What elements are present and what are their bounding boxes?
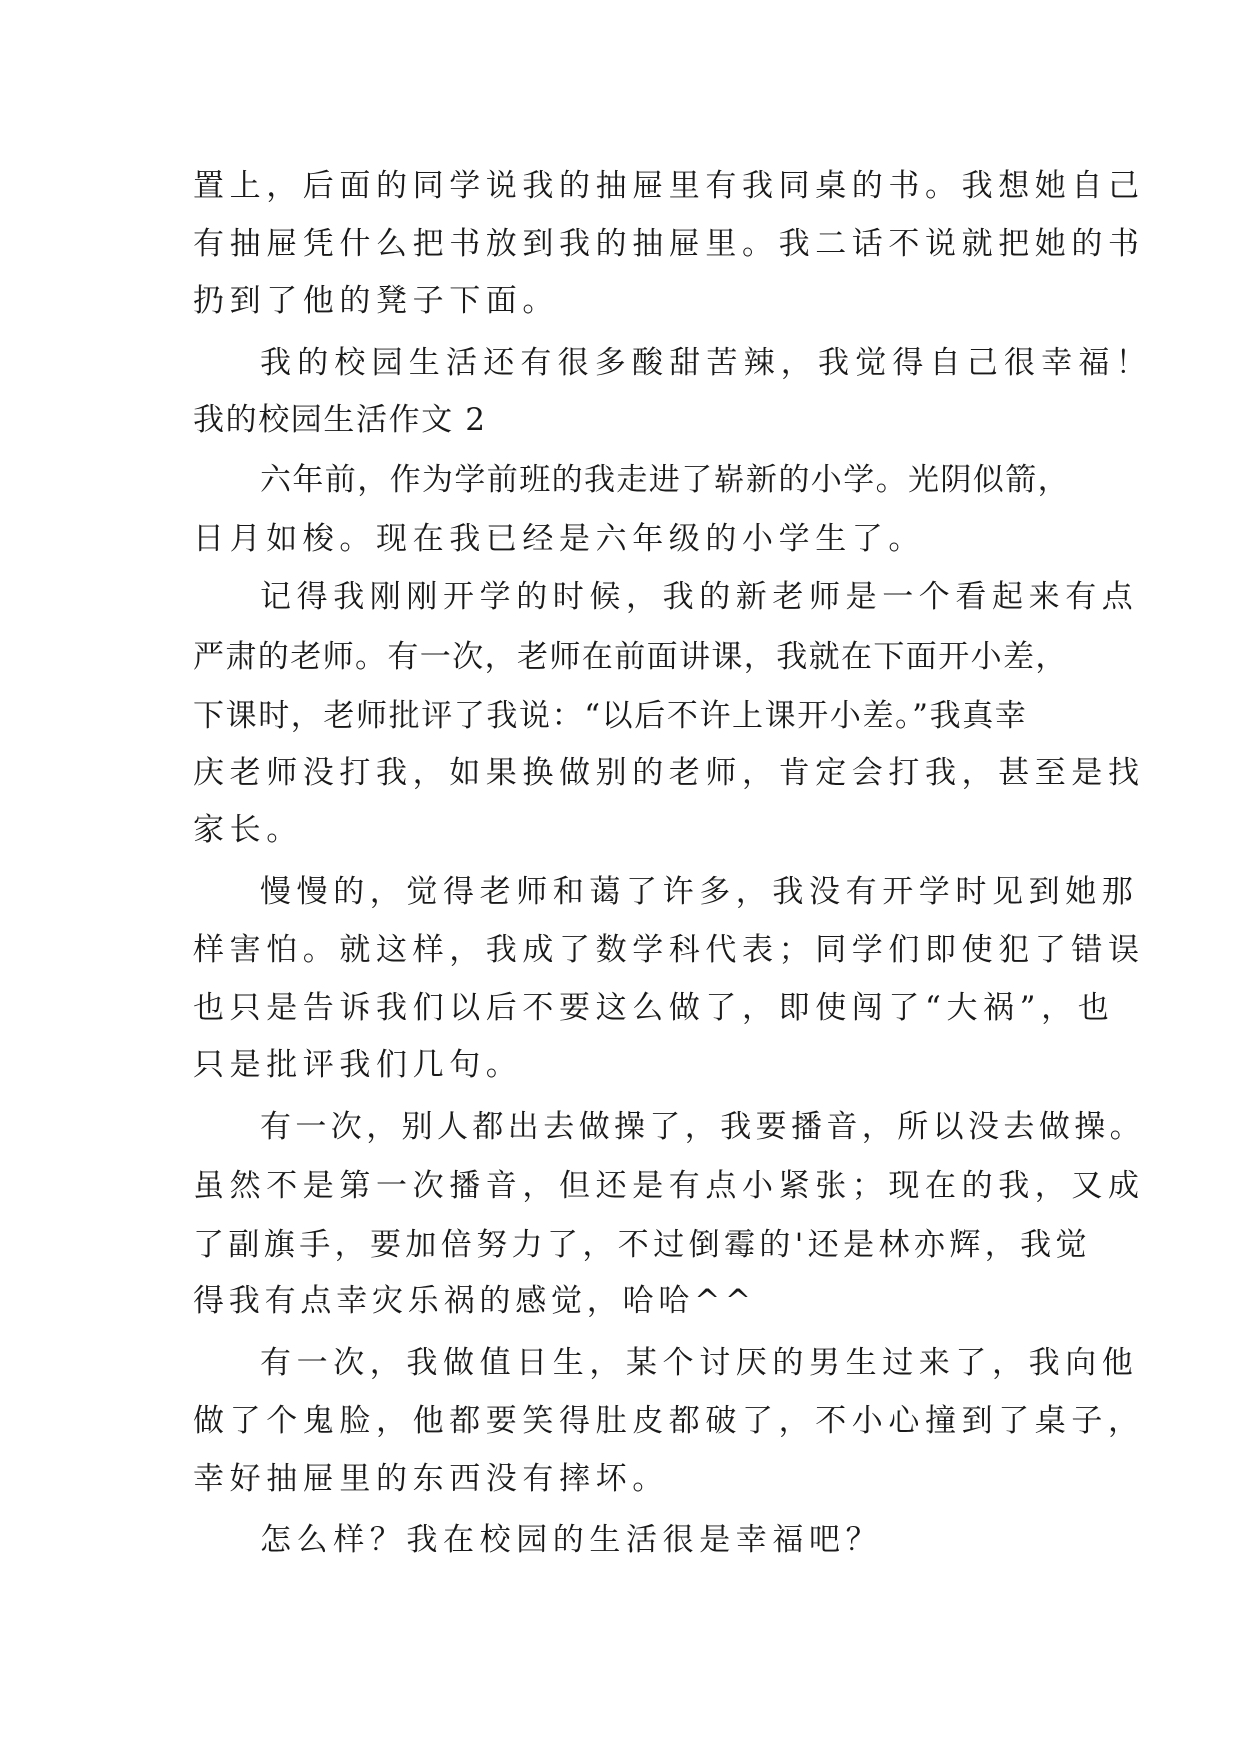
paragraph-line: 下课时，老师批评了我说：“以后不许上课开小差。”我真幸 — [193, 698, 1028, 734]
paragraph-line: 六年前，作为学前班的我走进了崭新的小学。光阴似箭， — [260, 462, 1070, 498]
paragraph-line: 扔到了他的凳子下面。 — [193, 283, 559, 319]
paragraph-line: 做了个鬼脸，他都要笑得肚皮都破了，不小心撞到了桌子， — [193, 1403, 1145, 1439]
paragraph-line: 慢慢的，觉得老师和蔼了许多，我没有开学时见到她那 — [260, 874, 1139, 910]
paragraph-line: 了副旗手，要加倍努力了，不过倒霉的'还是林亦辉，我觉 — [193, 1227, 1091, 1263]
paragraph-line: 记得我刚刚开学的时候，我的新老师是一个看起来有点 — [260, 579, 1139, 615]
paragraph-line: 只是批评我们几句。 — [193, 1047, 523, 1083]
paragraph-line: 怎么样？我在校园的生活很是幸福吧？ — [260, 1522, 883, 1558]
paragraph-line: 样害怕。就这样，我成了数学科代表；同学们即使犯了错误 — [193, 932, 1145, 968]
paragraph-line: 家长。 — [193, 812, 303, 848]
paragraph-line: 幸好抽屉里的东西没有摔坏。 — [193, 1461, 669, 1497]
paragraph-line: 有一次，我做值日生，某个讨厌的男生过来了，我向他 — [260, 1345, 1139, 1381]
paragraph-line: 有一次，别人都出去做操了，我要播音，所以没去做操。 — [260, 1109, 1145, 1145]
paragraph-line: 置上，后面的同学说我的抽屉里有我同桌的书。我想她自己 — [193, 168, 1145, 204]
paragraph-line: 得我有点幸灾乐祸的感觉，哈哈^^ — [193, 1283, 756, 1319]
paragraph-line: 虽然不是第一次播音，但还是有点小紧张；现在的我，又成 — [193, 1168, 1145, 1204]
paragraph-line: 也只是告诉我们以后不要这么做了，即使闯了“大祸”，也 — [193, 990, 1115, 1026]
paragraph-line: 日月如梭。现在我已经是六年级的小学生了。 — [193, 521, 925, 557]
essay-title: 我的校园生活作文 2 — [193, 402, 487, 438]
paragraph-line: 严肃的老师。有一次，老师在前面讲课，我就在下面开小差， — [193, 639, 1068, 675]
paragraph-line: 有抽屉凭什么把书放到我的抽屉里。我二话不说就把她的书 — [193, 226, 1145, 262]
paragraph-line: 我的校园生活还有很多酸甜苦辣，我觉得自己很幸福！ — [260, 345, 1153, 381]
paragraph-line: 庆老师没打我，如果换做别的老师，肯定会打我，甚至是找 — [193, 755, 1145, 791]
